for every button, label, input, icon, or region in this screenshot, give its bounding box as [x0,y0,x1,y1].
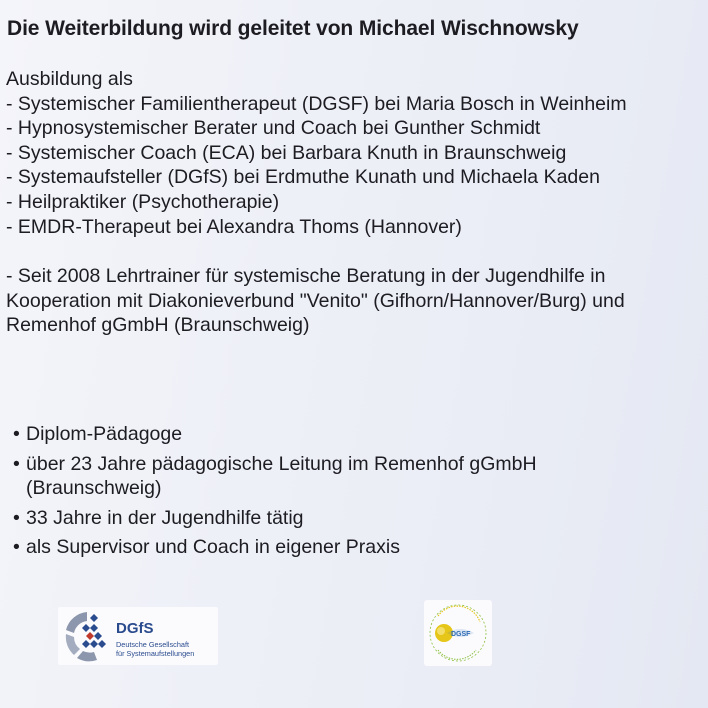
bullet-icon: • [13,452,20,475]
list-item-text: über 23 Jahre pädagogische Leitung im Remenhof gGmbH [26,452,537,475]
list-item [12,535,537,560]
svg-text:DGSF: DGSF [451,631,471,638]
dgfs-logo-abbr: DGfS [116,620,154,637]
list-item-text: Diplom-Pädagoge [26,423,183,445]
bullet-icon: • [13,506,20,529]
paragraph-line: Remenhof gGmbH (Braunschweig) [6,314,310,337]
dgfs-logo-line: Deutsche Gesellschaft [116,640,190,649]
list-item-text: 33 Jahre in der Jugendhilfe tätig [26,506,304,529]
training-item: - Systemaufsteller (DGfS) bei Erdmuthe Kunath und Michaela Kaden [6,166,600,189]
qualification-list [12,422,537,565]
training-item: - Heilpraktiker (Psychotherapie) [6,190,280,213]
bullet-icon: • [13,536,20,558]
paragraph-line: - Seit 2008 Lehrtrainer für systemische Beratung in der Jugendhilfe in [6,265,606,287]
list-item [12,452,537,501]
training-intro: Ausbildung als [6,68,133,90]
lehrtrainer-paragraph [6,264,625,338]
training-item: - Systemischer Coach (ECA) bei Barbara Knuth in Braunschweig [6,141,567,164]
dgsf-seal-icon [424,600,492,666]
training-item: - Systemischer Familientherapeut (DGSF) bei Maria Bosch in Weinheim [6,92,627,115]
paragraph-line: Kooperation mit Diakonieverbund "Venito" (Gifhorn/Hannover/Burg) und [6,289,625,312]
list-item [12,506,537,531]
list-item [12,422,537,447]
training-item: - EMDR-Therapeut bei Alexandra Thoms (Hannover) [6,215,462,238]
list-item-text: als Supervisor und Coach in eigener Praxis [26,536,400,558]
dgfs-logo-line: für Systemaufstellungen [116,649,195,658]
list-item-continuation: (Braunschweig) [26,477,162,499]
training-section [6,67,627,239]
page-title: Die Weiterbildung wird geleitet von Michael Wischnowsky [7,17,579,40]
training-item: - Hypnosystemischer Berater und Coach bei Gunther Schmidt [6,117,541,140]
dgsf-seal-logo [424,600,492,666]
bullet-icon: • [13,423,20,445]
dgfs-emblem-icon [60,608,114,664]
dgfs-logo [58,607,218,665]
